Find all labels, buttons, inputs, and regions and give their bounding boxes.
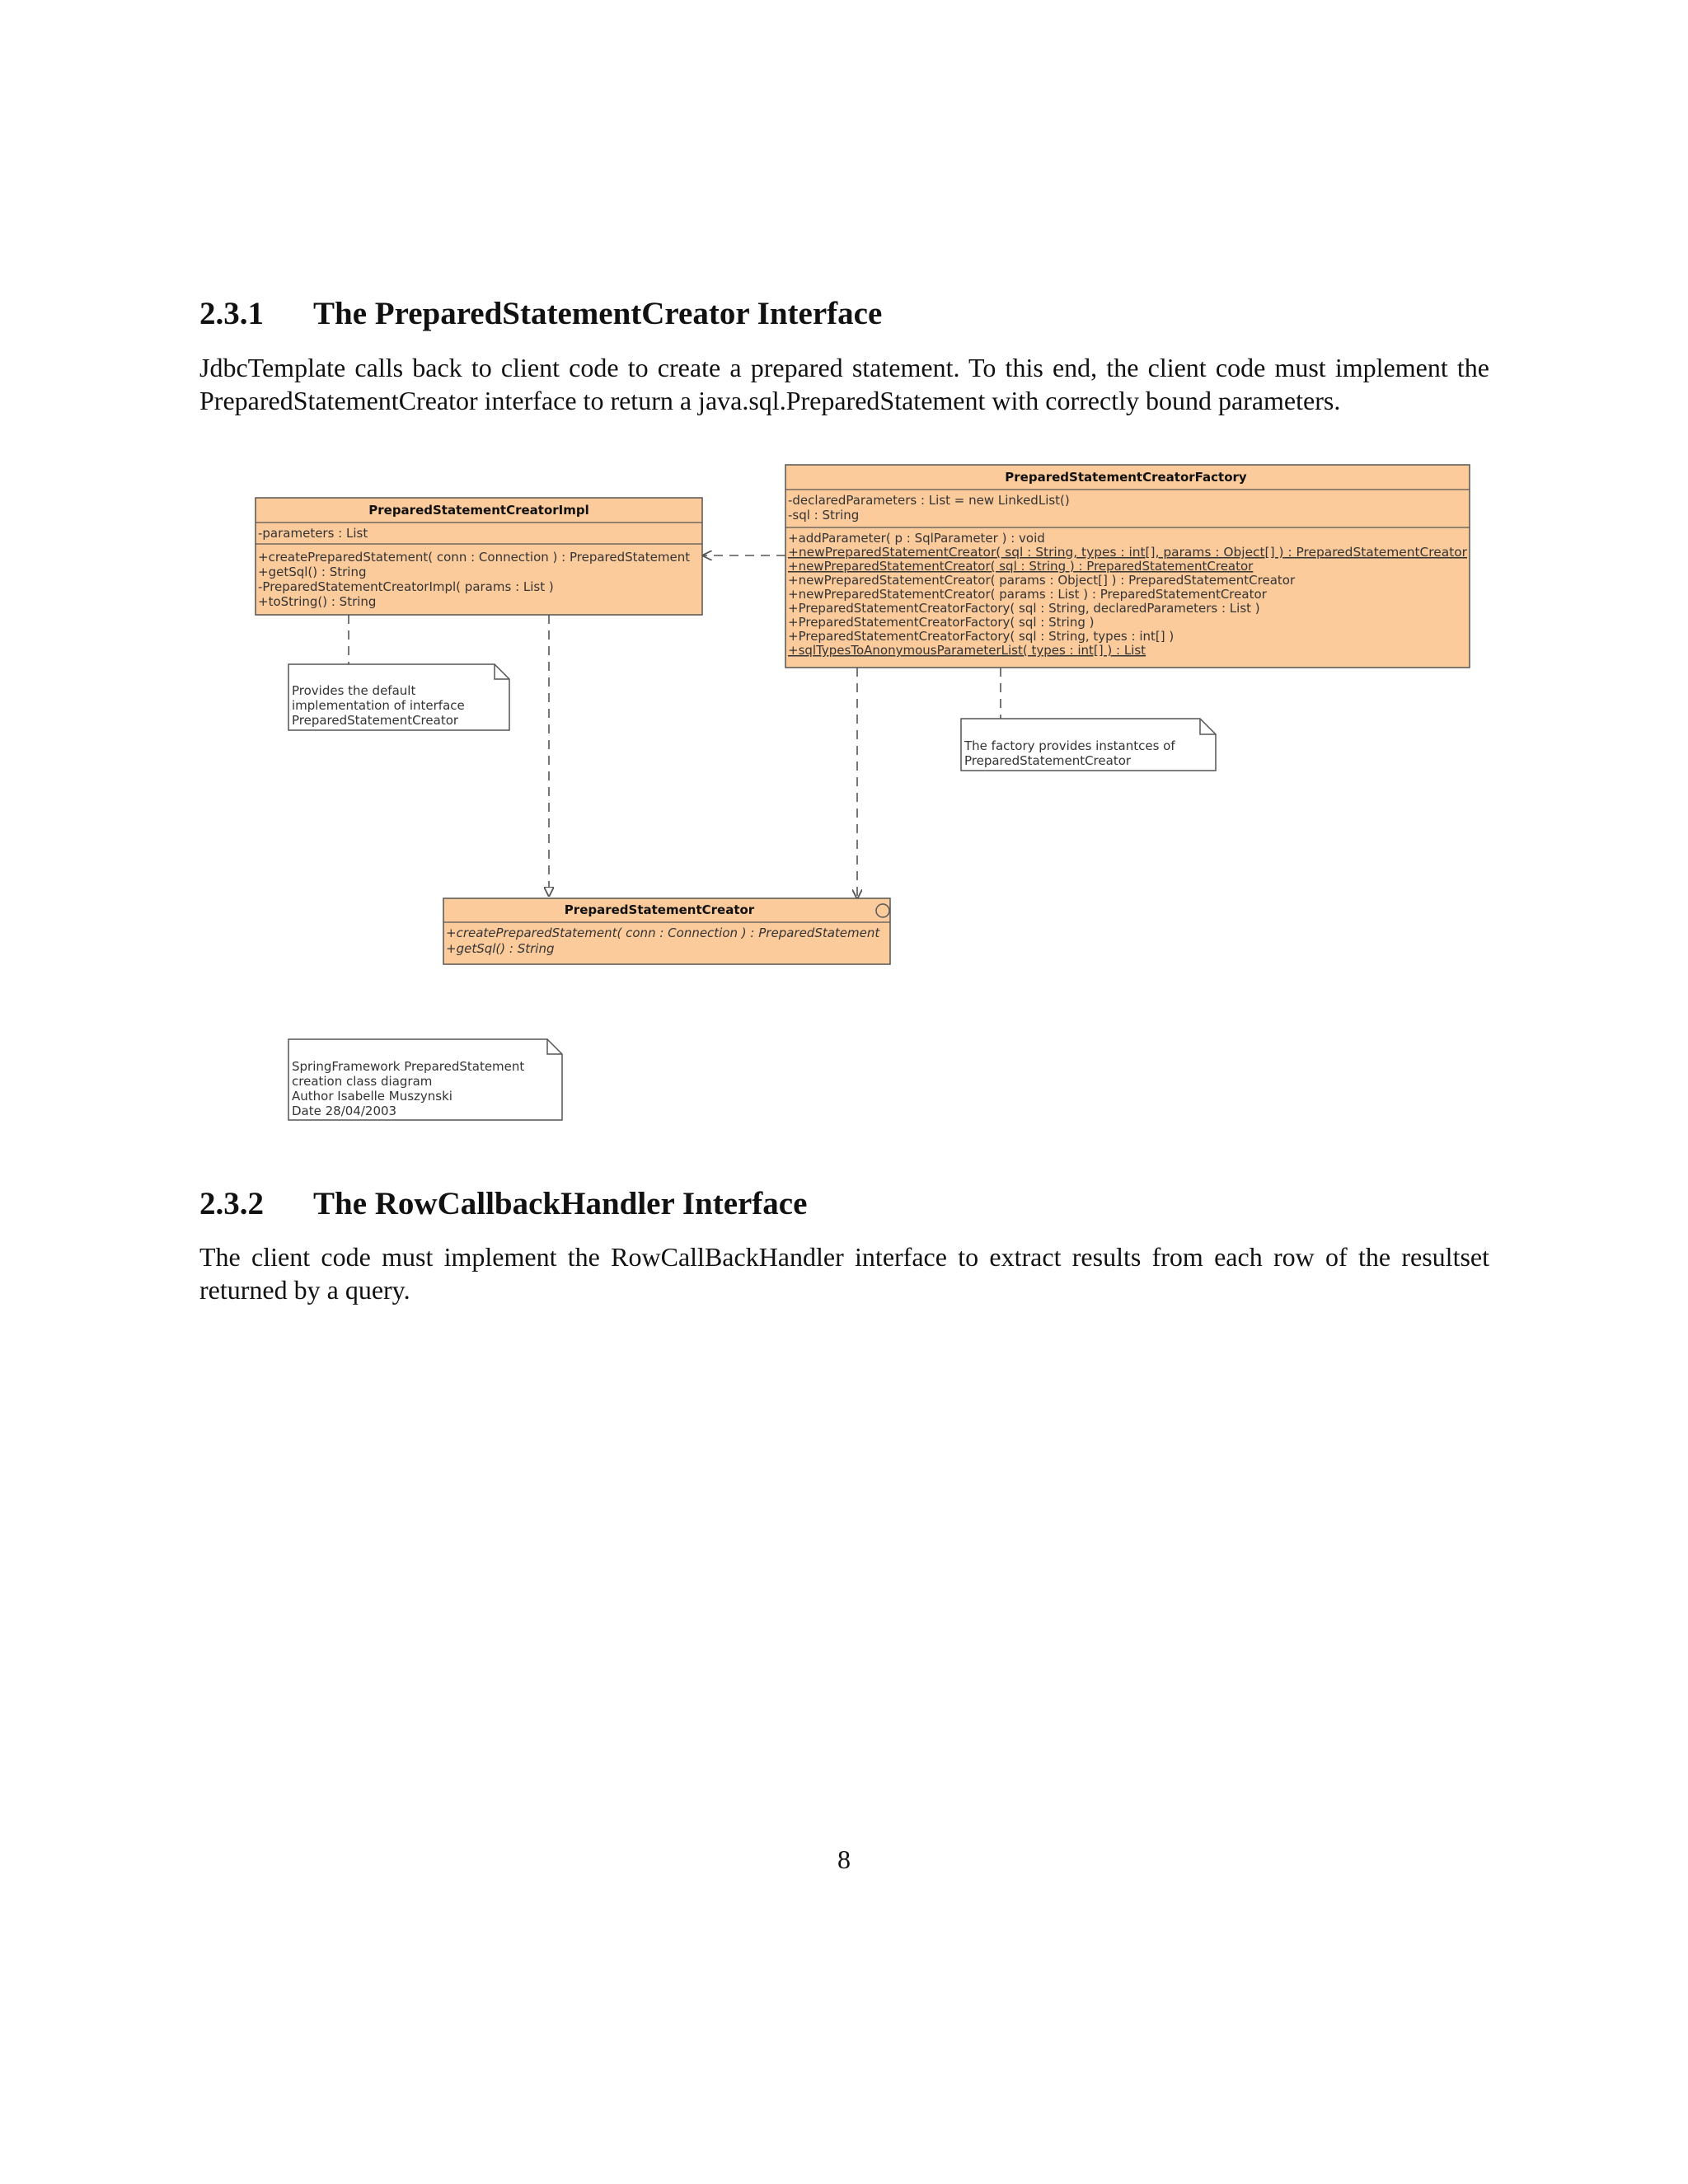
operation: +PreparedStatementCreatorFactory( sql : String ) [788, 615, 1095, 630]
page-number: 8 [837, 1844, 851, 1874]
section-2-3-2-paragraph: The client code must implement the RowCallBackHandler interface to extract results from each row of the resultset returned by a query. [199, 1242, 1489, 1305]
section-title: The RowCallbackHandler Interface [313, 1186, 808, 1221]
operation: -PreparedStatementCreatorImpl( params : List ) [258, 579, 554, 594]
note-line: The factory provides instantces of [964, 738, 1175, 753]
operation: +newPreparedStatementCreator( sql : String ) : PreparedStatementCreator [788, 559, 1254, 574]
note-credits [288, 1039, 562, 1120]
operation: +newPreparedStatementCreator( params : Object[] ) : PreparedStatementCreator [788, 573, 1296, 588]
section-number: 2.3.1 [199, 296, 264, 331]
class-prepared-statement-creator-impl [256, 498, 702, 615]
operation: +toString() : String [258, 594, 377, 609]
operation: +createPreparedStatement( conn : Connection ) : PreparedStatement [258, 550, 691, 565]
class-name: PreparedStatementCreatorImpl [368, 503, 589, 518]
operation: +PreparedStatementCreatorFactory( sql : String, declaredParameters : List ) [788, 601, 1260, 616]
operation: +getSql() : String [446, 941, 555, 956]
attribute: -parameters : List [258, 526, 368, 541]
operation: +newPreparedStatementCreator( sql : String, types : int[], params : Object[] ) : PreparedStatementCreator [788, 545, 1468, 560]
interface-prepared-statement-creator [443, 898, 890, 964]
note-line: Provides the default [292, 683, 416, 698]
note-factory [961, 719, 1216, 771]
operation: +getSql() : String [258, 565, 367, 579]
section-2-3-2-heading [199, 1184, 807, 1224]
note-line: Date 28/04/2003 [292, 1104, 397, 1118]
attribute: -sql : String [788, 508, 860, 523]
note-line: PreparedStatementCreator [292, 713, 459, 728]
section-title: The PreparedStatementCreator Interface [313, 296, 883, 331]
operation: +PreparedStatementCreatorFactory( sql : String, types : int[] ) [788, 629, 1175, 644]
note-line: PreparedStatementCreator [964, 753, 1132, 768]
operation: +newPreparedStatementCreator( params : List ) : PreparedStatementCreator [788, 587, 1267, 602]
note-impl [288, 664, 509, 730]
operation: +sqlTypesToAnonymousParameterList( types : int[] ) : List [788, 643, 1146, 658]
section-2-3-1-paragraph: JdbcTemplate calls back to client code to create a prepared statement. To this end, the client code must implement the PreparedStatementCreator interface to return a java.sql.PreparedStatement with correctly bound parameters. [199, 353, 1489, 415]
note-line: Author Isabelle Muszynski [292, 1089, 452, 1104]
class-name: PreparedStatementCreatorFactory [1005, 470, 1247, 485]
class-prepared-statement-creator-factory [785, 465, 1470, 668]
class-name: PreparedStatementCreator [564, 902, 755, 917]
note-line: implementation of interface [292, 698, 465, 713]
section-number: 2.3.2 [199, 1186, 264, 1221]
attribute: -declaredParameters : List = new LinkedList() [788, 493, 1070, 508]
note-line: creation class diagram [292, 1074, 433, 1089]
operation: +addParameter( p : SqlParameter ) : void [788, 531, 1045, 546]
operation: +createPreparedStatement( conn : Connection ) : PreparedStatement [446, 926, 880, 940]
note-line: SpringFramework PreparedStatement [292, 1059, 525, 1074]
